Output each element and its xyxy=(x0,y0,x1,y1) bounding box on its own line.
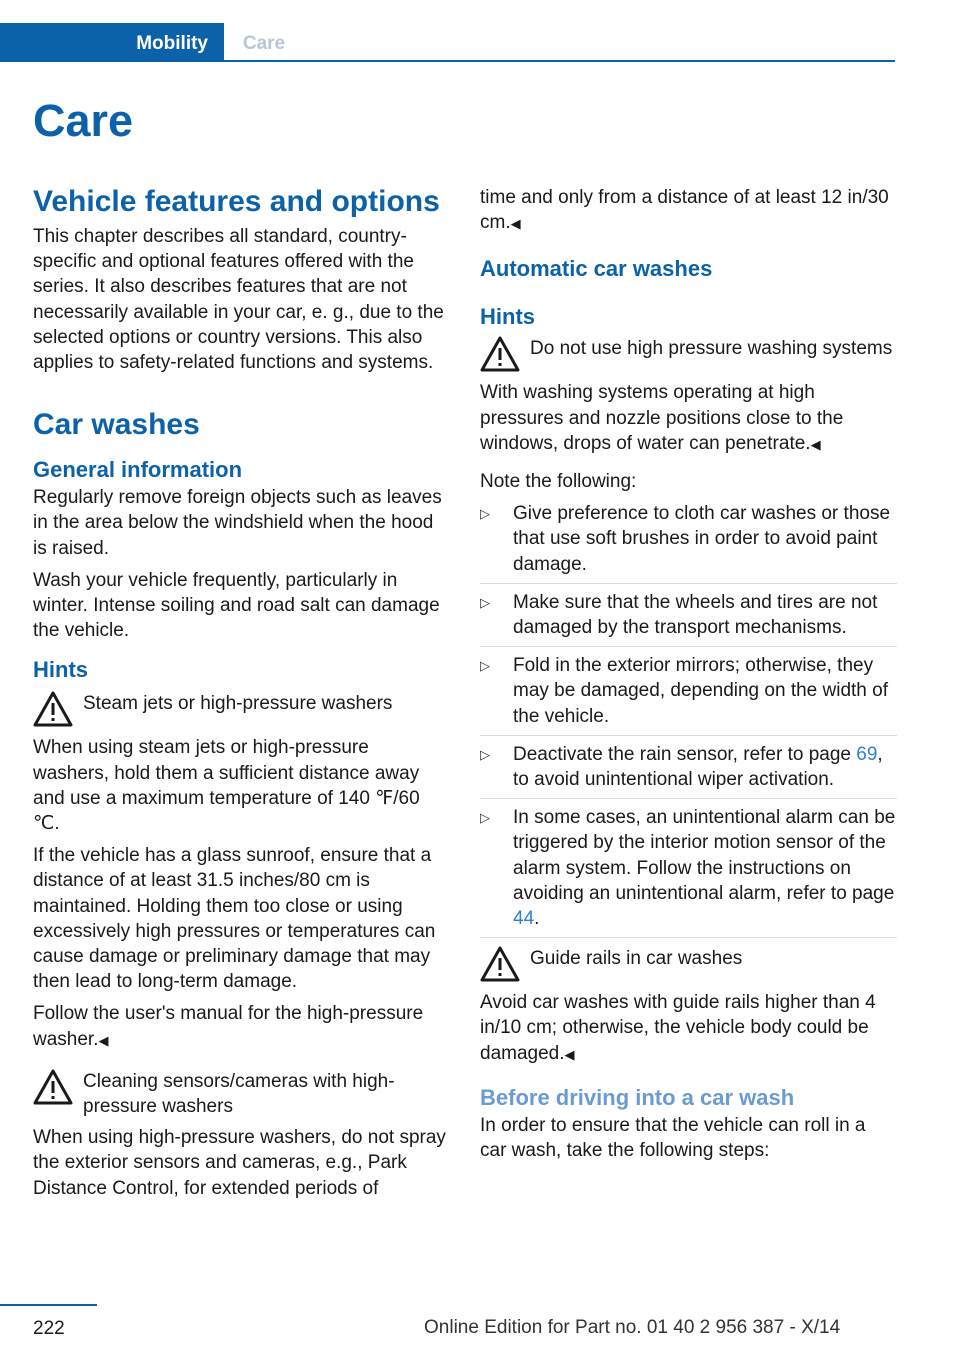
warning-title: Do not use high pressure washing systems xyxy=(530,338,893,360)
paragraph-general-2: Wash your vehicle frequently, particularly in winter. Intense soiling and road salt can damage the vehicle. xyxy=(33,569,440,642)
bullet-list xyxy=(480,501,897,938)
list-item xyxy=(480,742,897,799)
heading-vehicle-features: Vehicle features and options xyxy=(33,185,440,218)
warning-cleaning-sensors xyxy=(33,1069,448,1119)
end-mark: ◀ xyxy=(98,1032,109,1048)
footer-rule xyxy=(0,1304,97,1306)
warning-title: Guide rails in car washes xyxy=(530,948,743,970)
warning-triangle-icon xyxy=(33,691,73,727)
list-item-text: . xyxy=(534,908,540,930)
bullet-triangle-icon: ▷ xyxy=(480,658,490,674)
warning-guide-rails xyxy=(480,946,897,984)
list-item xyxy=(480,653,897,736)
page-link-44[interactable]: 44 xyxy=(513,908,535,930)
right-column xyxy=(480,185,897,1170)
warning-triangle-icon xyxy=(33,1069,73,1105)
warning-text xyxy=(33,735,448,836)
end-mark: ◀ xyxy=(810,436,821,452)
list-item-text: Make sure that the wheels and tires are not damaged by the transport mechanisms. xyxy=(513,591,878,639)
warning-title: Steam jets or high-pressure washers xyxy=(83,693,393,715)
header-rule xyxy=(0,60,895,62)
list-item-text: Deactivate the rain sensor, refer to page xyxy=(513,743,857,765)
paragraph-manual-text: Follow the user's manual for the high-pressure washer. xyxy=(33,1003,424,1050)
warning-triangle-icon xyxy=(480,336,520,372)
paragraph-general-1: Regularly remove foreign objects such as leaves in the area below the windshield when the hood is raised. xyxy=(33,487,442,559)
paragraph-continued xyxy=(480,185,897,236)
end-mark: ◀ xyxy=(510,216,521,232)
warning-triangle-icon xyxy=(480,946,520,982)
page-number: 222 xyxy=(33,1318,65,1339)
list-item-text: In some cases, an unintentional alarm can be triggered by the interior motion sensor of the alarm system. Follow the instructions on avoiding an unintentional alarm, refer to page xyxy=(513,807,896,904)
paragraph-vehicle-features: This chapter describes all standard, country-specific and optional features offered with the series. It also describes features that are not necessarily available in your car, e. g., due to the selected options or country versions. This also applies to safety-related functions and systems. xyxy=(33,226,444,374)
heading-before-car-wash: Before driving into a car wash xyxy=(480,1084,795,1110)
list-item-text: , to avoid unintentional wiper activation. xyxy=(513,743,883,791)
list-item-text: Give preference to cloth car washes or those that use soft brushes in order to avoid paint damage. xyxy=(513,503,891,575)
bullet-triangle-icon: ▷ xyxy=(480,506,490,522)
warning-text-body: With washing systems operating at high pressures and nozzle positions close to the windows, drops of water can penetrate. xyxy=(480,382,844,454)
paragraph-manual xyxy=(33,1001,448,1052)
bullet-triangle-icon: ▷ xyxy=(480,594,490,610)
heading-car-washes: Car washes xyxy=(33,408,200,442)
list-item xyxy=(480,805,897,938)
paragraph-note: Note the following: xyxy=(480,471,637,493)
heading-hints-left: Hints xyxy=(33,657,88,683)
list-item-text: Fold in the exterior mirrors; otherwise, they may be damaged, depending on the width of the vehicle. xyxy=(513,655,888,727)
page-link-69[interactable]: 69 xyxy=(856,743,878,765)
left-column xyxy=(33,184,448,1208)
paragraph-before-car-wash: In order to ensure that the vehicle can roll in a car wash, take the following steps: xyxy=(480,1114,866,1162)
warning-text xyxy=(480,380,897,457)
bullet-triangle-icon: ▷ xyxy=(480,810,490,826)
list-item xyxy=(480,590,897,647)
bullet-triangle-icon: ▷ xyxy=(480,746,490,762)
list-item xyxy=(480,501,897,584)
edition-note: Online Edition for Part no. 01 40 2 956 387 - X/14 xyxy=(424,1317,841,1338)
chapter-title: Care xyxy=(33,95,134,146)
heading-hints-right: Hints xyxy=(480,304,535,330)
warning-steam-jets xyxy=(33,691,448,729)
warning-text xyxy=(480,990,897,1067)
tab-mobility-label: Mobility xyxy=(136,33,208,54)
warning-high-pressure-systems xyxy=(480,336,897,374)
tab-care[interactable] xyxy=(224,23,304,62)
header-tabbar xyxy=(0,23,895,62)
heading-general-information: General information xyxy=(33,457,243,483)
warning-title: Cleaning sensors/cameras with high-pressure washers xyxy=(83,1070,395,1118)
tab-care-label: Care xyxy=(242,33,286,54)
tab-mobility[interactable] xyxy=(0,23,224,62)
warning-text-body: When using steam jets or high-pressure washers, hold them a sufficient distance away and use a maximum temperature of 140 ℉/60 ℃. xyxy=(33,737,420,835)
paragraph-continued-text: time and only from a distance of at least 12 in/30 cm. xyxy=(480,187,889,234)
heading-automatic-car-washes: Automatic car washes xyxy=(480,256,713,282)
paragraph-sunroof: If the vehicle has a glass sunroof, ensure that a distance of at least 31.5 inches/80 cm is maintained. Holding them too close or using excessively high pressures or temperatures can cause damage or preliminary damage that may then lead to long-term damage. xyxy=(33,845,436,993)
end-mark: ◀ xyxy=(564,1046,575,1062)
warning-text-body: Avoid car washes with guide rails higher than 4 in/10 cm; otherwise, the vehicle body could be damaged. xyxy=(480,992,876,1064)
warning-text: When using high-pressure washers, do not spray the exterior sensors and cameras, e.g., Park Distance Control, for extended periods of xyxy=(33,1127,446,1199)
